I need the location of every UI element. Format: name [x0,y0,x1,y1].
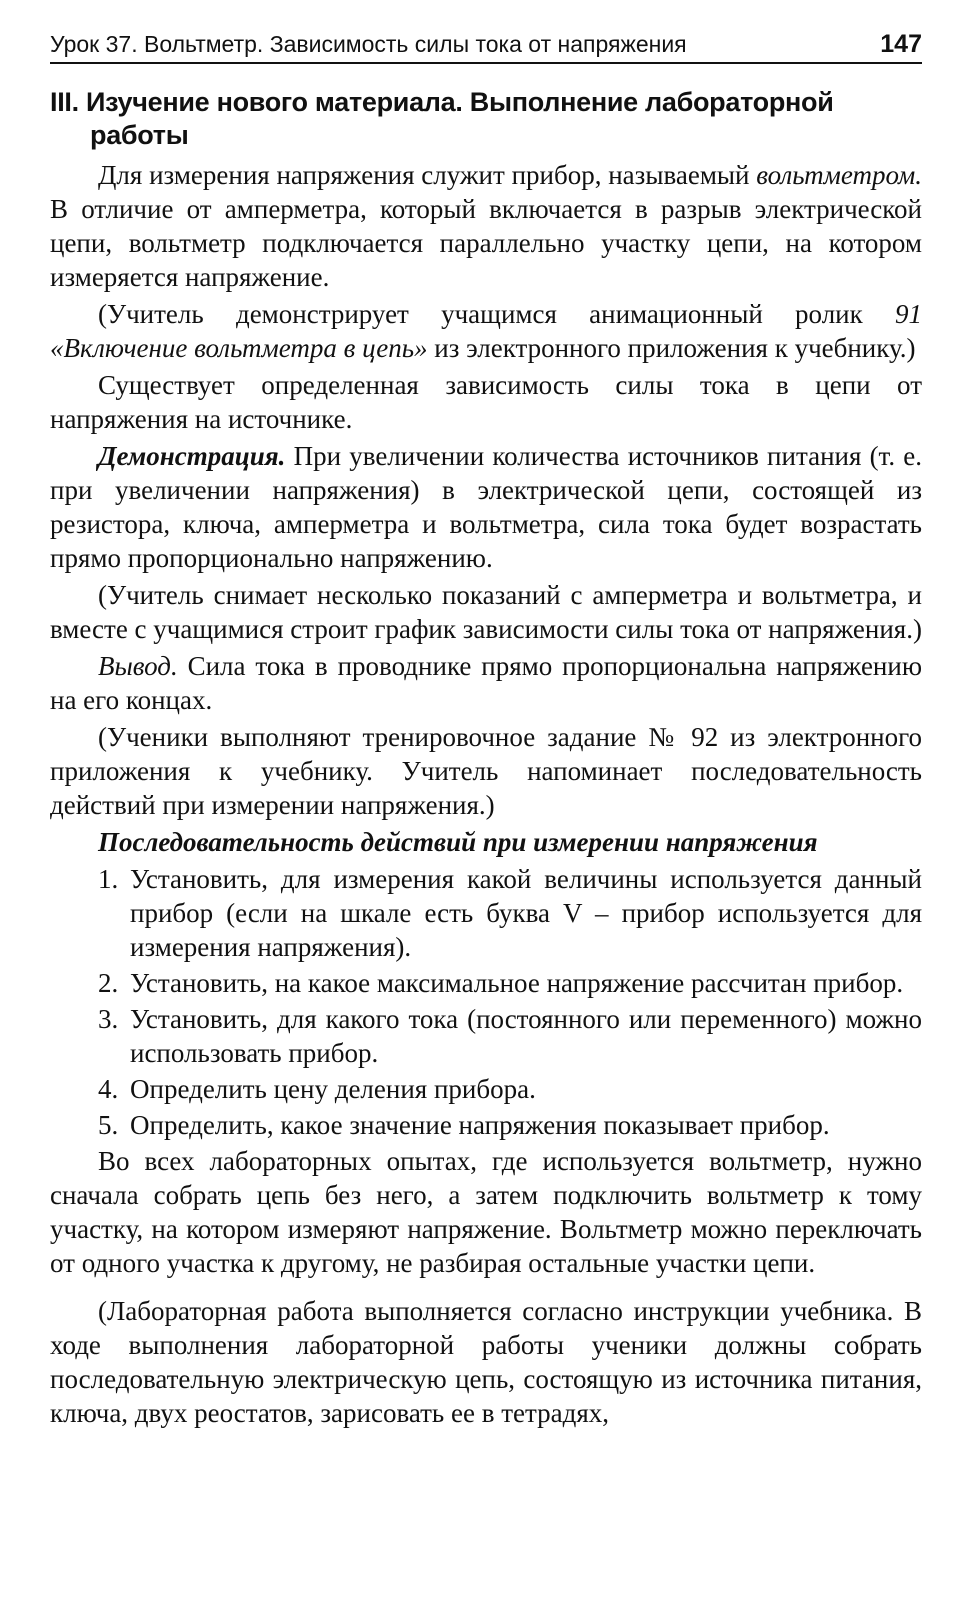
text-run: Для измерения напряжения служит прибор, называемый [98,160,757,190]
list-item-text: Установить, для измерения какой величины используется данный прибор (если на шкале есть буква V – прибор используется для измерения напряжения). [130,864,922,962]
text-run: Сила тока в проводнике прямо пропорциональна напряжению на его концах. [50,651,922,715]
running-header-title: Урок 37. Вольтметр. Зависимость силы тока от напряжения [50,31,687,57]
animation-reference: 91 «Включение вольтметра в цепь» [50,299,922,363]
list-item [50,966,922,1000]
list-item [50,1072,922,1106]
text-run: При увеличении количества источников питания (т. е. при увеличении напряжения) в электрической цепи, состоящей из резистора, ключа, амперметра и вольтметра, сила тока будет возрастать прямо пропорционально напряжению. [50,441,922,573]
list-item-number: 2. [98,968,119,998]
label-conclusion: Вывод. [98,651,178,681]
paragraph-voltmeter-definition [50,158,922,294]
paragraph-lab-work: (Лабораторная работа выполняется согласно инструкции учебника. В ходе выполнения лабораторной работы ученики должны собрать последовательную электрическую цепь, состоящую из источника питания, ключа, двух реостатов, зарисовать ее в тетрадях, [50,1296,922,1428]
paragraph-demonstration [50,439,922,575]
list-item-text: Определить, какое значение напряжения показывает прибор. [130,1110,830,1140]
book-page [50,30,922,1433]
paragraph-lab-procedure: Во всех лабораторных опытах, где используется вольтметр, нужно сначала собрать цепь без него, а затем подключить вольтметр к тому участку, на котором измеряют напряжение. Вольтметр можно переключать от одного участка к другому, не разбирая остальные участки цепи. [50,1146,922,1278]
paragraph-exercise: (Ученики выполняют тренировочное задание № 92 из электронного приложения к учебнику. Учитель напоминает последовательность действий при измерении напряжения.) [50,722,922,820]
sequence-list [50,862,922,1142]
paragraph-conclusion [50,649,922,717]
list-item [50,862,922,964]
text-run: из электронного приложения к учебнику.) [427,333,916,363]
paragraph-dependence: Существует определенная зависимость силы тока в цепи от напряжения на источнике. [50,370,922,434]
list-item-text: Установить, для какого тока (постоянного или переменного) можно использовать прибор. [130,1004,922,1068]
label-demonstration: Демонстрация. [98,441,286,471]
text-run: (Учитель демонстрирует учащимся анимационный ролик [98,299,895,329]
list-item-number: 5. [98,1110,119,1140]
list-item [50,1108,922,1142]
list-item [50,1002,922,1070]
list-item-number: 1. [98,864,119,894]
running-header [50,30,922,64]
page-number: 147 [880,30,922,58]
list-item-text: Установить, на какое максимальное напряжение рассчитан прибор. [130,968,904,998]
list-item-number: 3. [98,1004,119,1034]
list-item-number: 4. [98,1074,119,1104]
paragraph-teacher-readings: (Учитель снимает несколько показаний с амперметра и вольтметра, и вместе с учащимися строит график зависимости силы тока от напряжения.) [50,580,922,644]
text-run: В отличие от амперметра, который включается в разрыв электрической цепи, вольтметр подключается параллельно участку цепи, на котором измеряется напряжение. [50,194,922,292]
sequence-heading: Последовательность действий при измерении напряжения [98,827,818,857]
paragraph-teacher-demo [50,297,922,365]
term-voltmeter: вольтметром. [756,160,922,190]
list-item-text: Определить цену деления прибора. [130,1074,536,1104]
section-heading: III. Изучение нового материала. Выполнение лабораторной работы [50,87,834,150]
